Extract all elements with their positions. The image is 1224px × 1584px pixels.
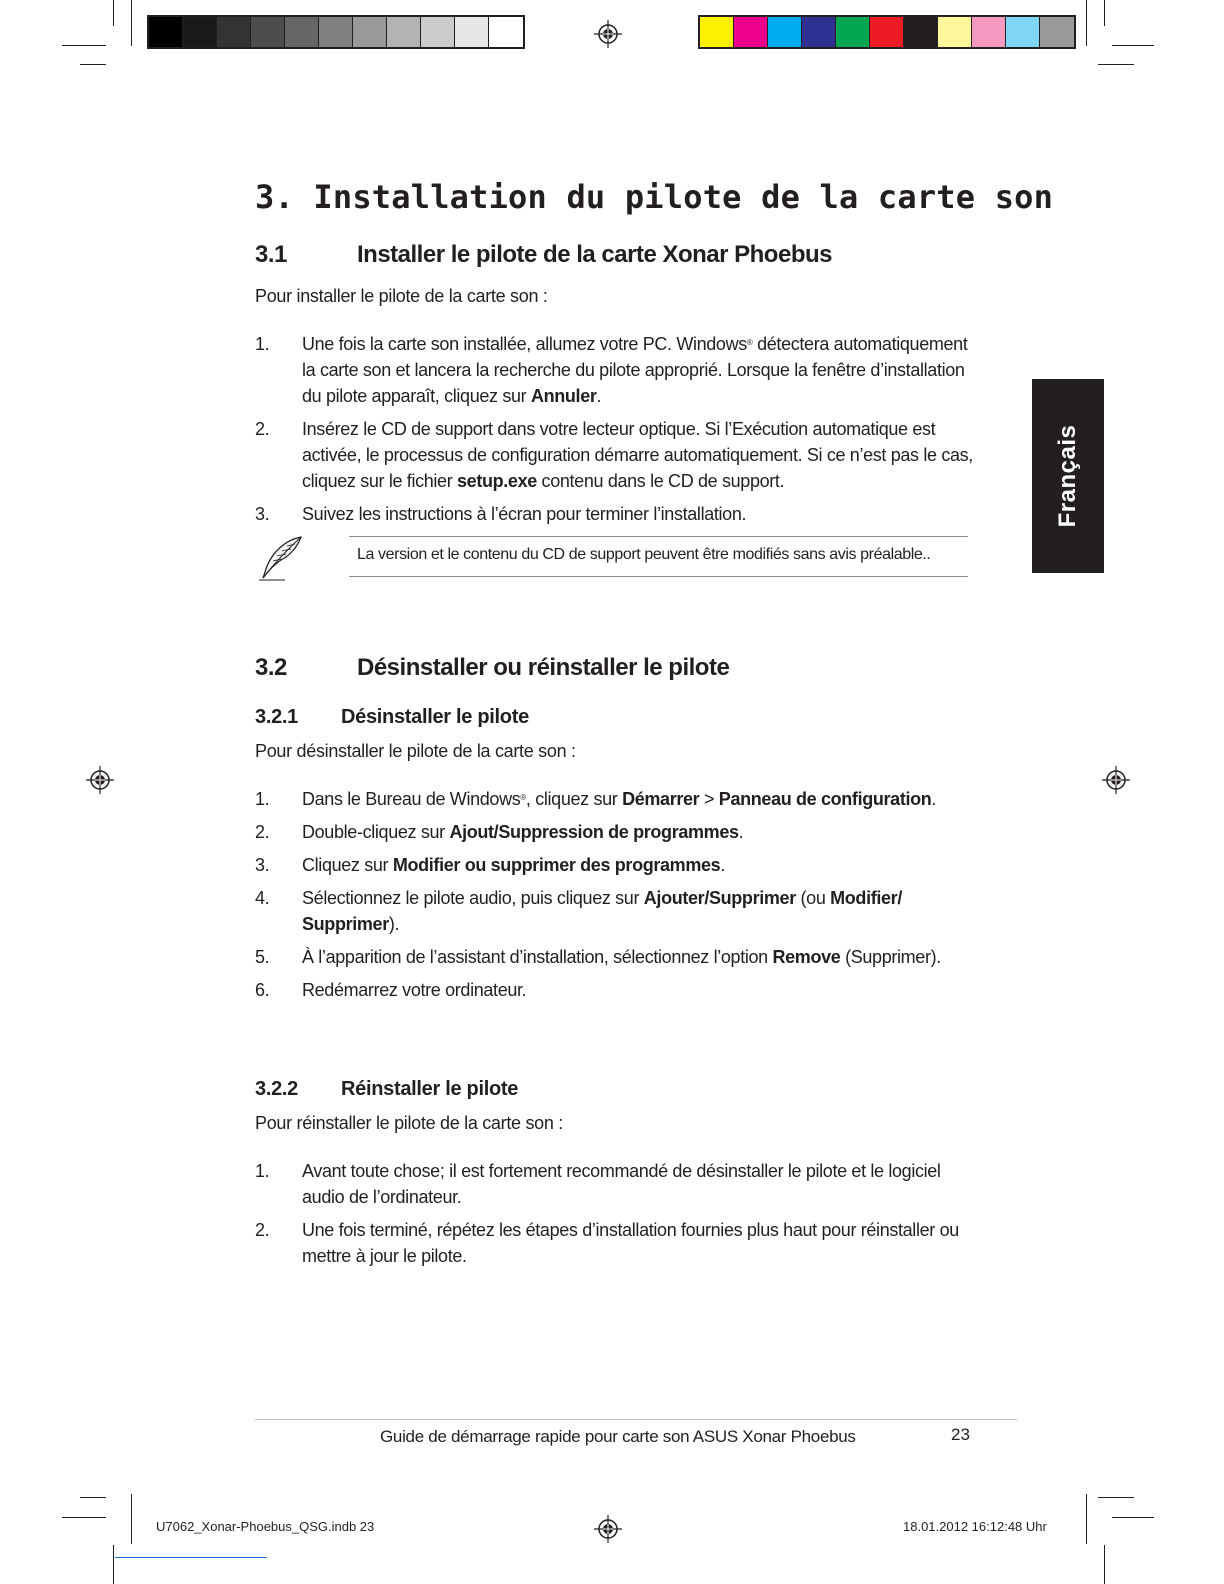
color-swatch — [870, 17, 904, 47]
gray-swatch — [183, 17, 217, 47]
section-title: Désinstaller le pilote — [341, 706, 529, 728]
section-heading-3-1 — [255, 241, 832, 269]
gray-swatch — [489, 17, 523, 47]
note-text: La version et le contenu du CD de support peuvent être modifiés sans avis préalable.. — [357, 546, 931, 563]
gray-swatch — [149, 17, 183, 47]
gray-swatch — [217, 17, 251, 47]
list-item: 3. Suivez les instructions à l’écran pour terminer l’installation. — [255, 504, 747, 524]
gray-swatch — [455, 17, 489, 47]
section-title: Installer le pilote de la carte Xonar Phoebus — [357, 241, 832, 268]
list-item: 1. Avant toute chose; il est fortement recommandé de désinstaller le pilote et le logiciel audio de l’ordinateur. — [255, 1161, 941, 1207]
section-intro: Pour installer le pilote de la carte son : — [255, 286, 548, 306]
note-bottom-rule — [349, 576, 968, 577]
list-item: 2. Double-cliquez sur Ajout/Suppression de programmes. — [255, 822, 744, 842]
color-scale-bar — [698, 15, 1076, 49]
color-swatch — [904, 17, 938, 47]
section-number: 3.2.1 — [255, 706, 298, 728]
gray-scale-bar — [147, 15, 525, 49]
page-title: 3. Installation du pilote de la carte son — [255, 178, 1054, 216]
footer-rule — [255, 1419, 1017, 1420]
gray-swatch — [353, 17, 387, 47]
section-number: 3.1 — [255, 241, 287, 268]
color-swatch — [938, 17, 972, 47]
section-title: Désinstaller ou réinstaller le pilote — [357, 654, 730, 681]
section-heading-3-2-2 — [255, 1078, 518, 1101]
color-swatch — [972, 17, 1006, 47]
color-swatch — [836, 17, 870, 47]
gray-swatch — [285, 17, 319, 47]
gray-swatch — [251, 17, 285, 47]
uninstall-steps-list — [255, 786, 975, 1010]
color-swatch — [1006, 17, 1040, 47]
list-item: 4. Sélectionnez le pilote audio, puis cliquez sur Ajouter/Supprimer (ou Modifier/ Supprimer). — [255, 888, 902, 934]
list-item: 2. Insérez le CD de support dans votre lecteur optique. Si l’Exécution automatique est activée, le processus de configuration démarre automatiquement. Si ce n’est pas le cas, cliquez sur le fichier setup.exe contenu dans le CD de support. — [255, 419, 973, 491]
section-intro: Pour désinstaller le pilote de la carte son : — [255, 741, 576, 761]
footer-text: Guide de démarrage rapide pour carte son ASUS Xonar Phoebus — [380, 1427, 856, 1446]
section-heading-3-2 — [255, 654, 729, 682]
note-feather-icon — [255, 534, 305, 584]
section-intro: Pour réinstaller le pilote de la carte son : — [255, 1113, 563, 1133]
section-heading-3-2-1 — [255, 706, 529, 729]
install-steps-list — [255, 331, 975, 534]
slug-timestamp: 18.01.2012 16:12:48 Uhr — [903, 1519, 1047, 1534]
registration-mark-icon — [86, 766, 114, 794]
slug-filename: U7062_Xonar-Phoebus_QSG.indb 23 — [156, 1519, 375, 1534]
list-item: 5. À l’apparition de l’assistant d’installation, sélectionnez l’option Remove (Supprimer). — [255, 947, 941, 967]
language-label: Français — [1054, 424, 1081, 528]
list-item: 1. Une fois la carte son installée, allumez votre PC. Windows® détectera automatiquement la carte son et lancera la recherche du pilote approprié. Lorsque la fenêtre d’installation du pilote apparaît, cliquez sur Annuler. — [255, 334, 968, 406]
list-item: 6. Redémarrez votre ordinateur. — [255, 980, 527, 1000]
gray-swatch — [387, 17, 421, 47]
reinstall-steps-list — [255, 1158, 975, 1276]
color-swatch — [700, 17, 734, 47]
color-swatch — [734, 17, 768, 47]
list-item: 2. Une fois terminé, répétez les étapes d’installation fournies plus haut pour réinstaller ou mettre à jour le pilote. — [255, 1220, 959, 1266]
color-swatch — [768, 17, 802, 47]
registration-mark-icon — [594, 20, 622, 48]
gray-swatch — [421, 17, 455, 47]
note-top-rule — [349, 536, 968, 537]
language-side-tab — [1032, 379, 1104, 573]
section-number: 3.2.2 — [255, 1078, 298, 1100]
color-swatch — [802, 17, 836, 47]
section-number: 3.2 — [255, 654, 287, 681]
color-swatch — [1040, 17, 1074, 47]
gray-swatch — [319, 17, 353, 47]
list-item: 1. Dans le Bureau de Windows®, cliquez sur Démarrer > Panneau de configuration. — [255, 789, 937, 809]
page-number: 23 — [951, 1425, 970, 1444]
list-item: 3. Cliquez sur Modifier ou supprimer des programmes. — [255, 855, 725, 875]
section-title: Réinstaller le pilote — [341, 1078, 519, 1100]
registration-mark-icon — [594, 1515, 622, 1543]
registration-mark-icon — [1102, 766, 1130, 794]
